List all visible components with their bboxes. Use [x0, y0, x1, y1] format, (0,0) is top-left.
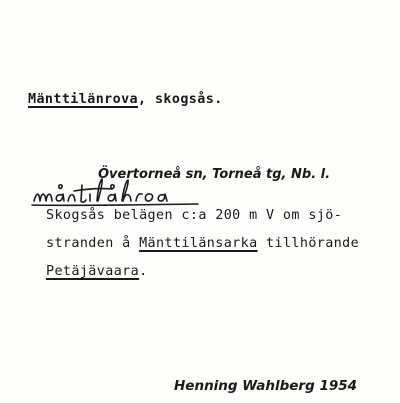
body-line-3-suffix: .: [139, 264, 148, 279]
region-label: Övertorneå sn, Torneå tg, Nb. l.: [98, 167, 331, 182]
body-line-2-suffix: tillhörande: [257, 236, 360, 251]
card-heading: [28, 92, 223, 107]
body-line-3: [46, 264, 148, 279]
heading-suffix: , skogsås.: [138, 92, 223, 107]
body-line-1: Skogsås belägen c:a 200 m V om sjö-: [46, 208, 343, 223]
body-line-2-prefix: stranden å: [46, 236, 140, 251]
body-place-mänttilänsarka: Mänttilänsarka: [139, 236, 258, 251]
body-line-2: [46, 236, 359, 251]
signature: Henning Wahlberg 1954: [174, 378, 358, 394]
heading-place-name: Mänttilänrova: [28, 92, 139, 107]
body-place-petäjävaara: Petäjävaara: [46, 264, 140, 279]
